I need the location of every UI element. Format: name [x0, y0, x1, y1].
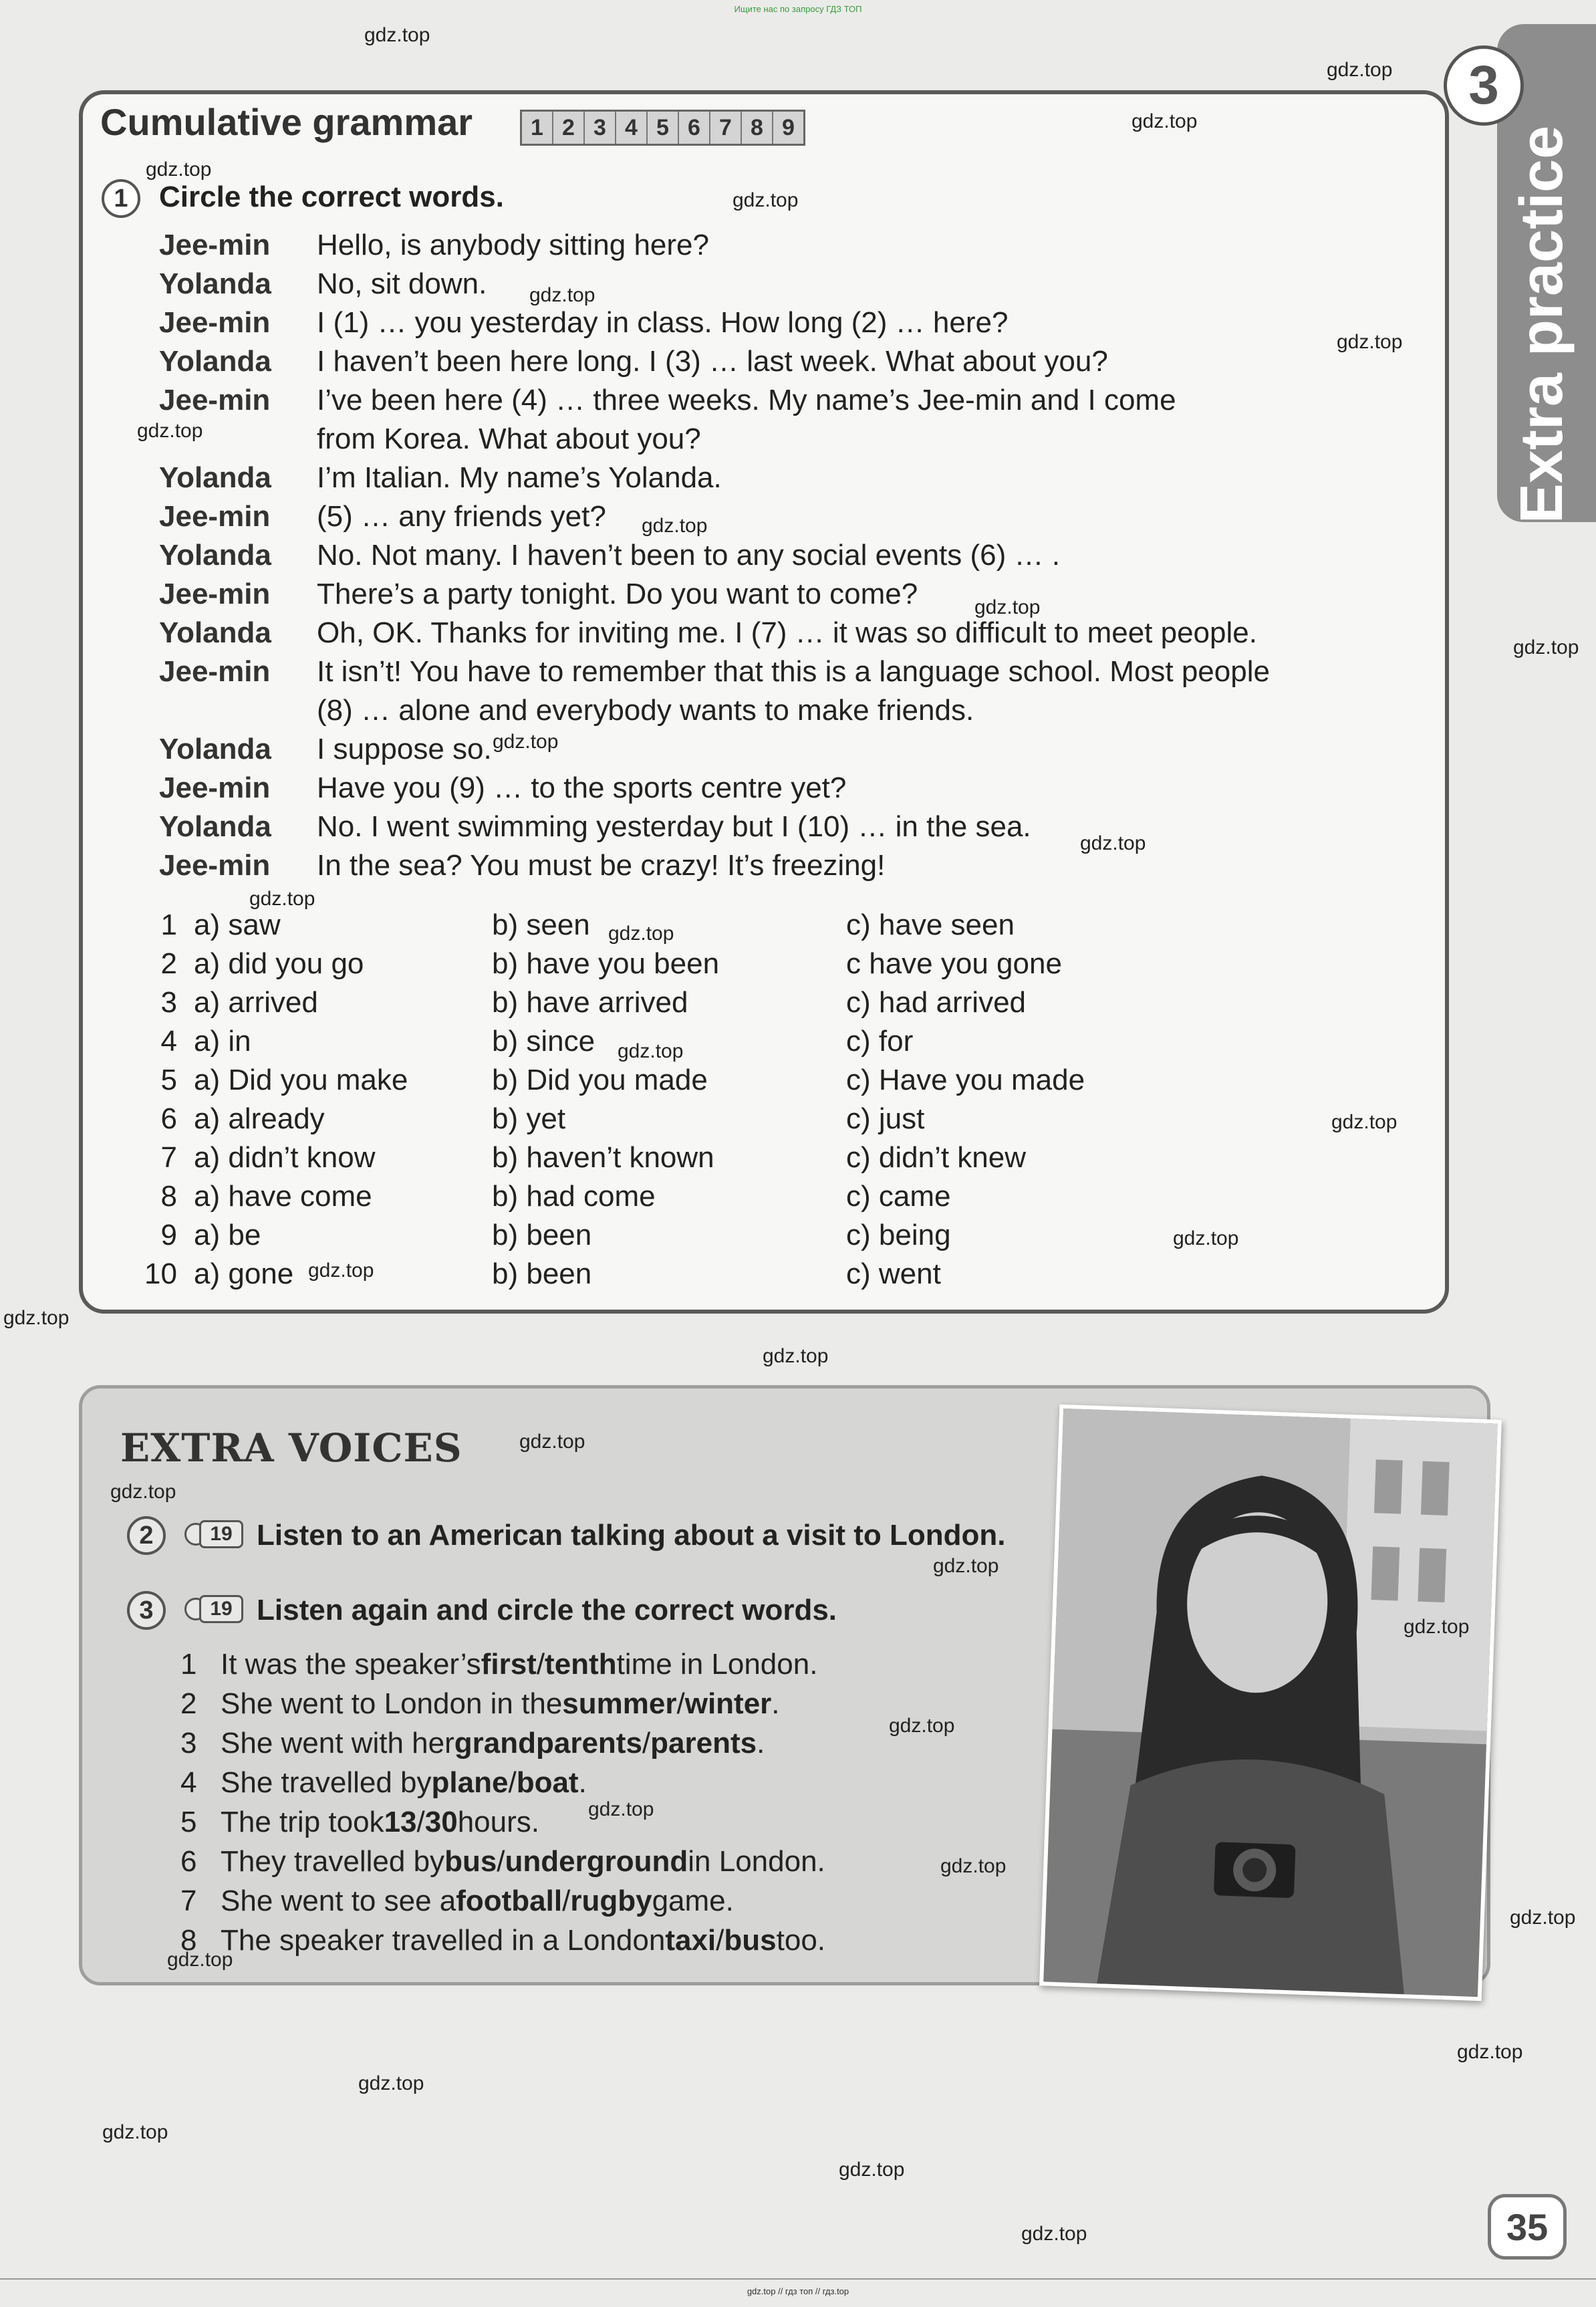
separator: / — [562, 1885, 571, 1917]
watermark: gdz.top — [102, 2121, 168, 2143]
option-b[interactable]: b) seen — [492, 908, 590, 941]
option-b[interactable]: b) been — [492, 1219, 592, 1251]
dialogue-line — [159, 614, 1362, 652]
item-number: 4 — [180, 1766, 197, 1799]
track-number: 19 — [199, 1595, 243, 1623]
text: hours. — [457, 1806, 539, 1838]
text: in London. — [688, 1845, 825, 1878]
section-title: Cumulative grammar — [100, 101, 473, 143]
unit-chip: 1 — [522, 112, 553, 144]
unit-chip: 6 — [679, 112, 710, 144]
unit-chip: 5 — [648, 112, 679, 144]
option-a[interactable]: a) arrived — [194, 986, 318, 1019]
exercise-1-instruction: Circle the correct words. — [159, 180, 504, 213]
speaker-photo — [1039, 1405, 1502, 2001]
text: The trip took — [221, 1806, 384, 1838]
watermark: gdz.top — [1331, 1111, 1398, 1133]
dialogue-line — [159, 769, 1362, 808]
item-number: 5 — [180, 1806, 197, 1838]
text: too. — [776, 1924, 826, 1957]
choice-1[interactable]: summer — [562, 1687, 677, 1720]
watermark: gdz.top — [839, 2159, 905, 2181]
text: time in London. — [616, 1648, 818, 1681]
speaker: Jee-min — [159, 384, 271, 416]
exercise-number-2: 2 — [127, 1516, 166, 1555]
watermark: gdz.top — [1327, 59, 1393, 81]
watermark: gdz.top — [1513, 636, 1579, 658]
unit-number-badge: 3 — [1444, 45, 1524, 126]
speaker: Jee-min — [159, 578, 271, 610]
watermark: gdz.top — [493, 731, 559, 753]
watermark: gdz.top — [618, 1040, 684, 1062]
speaker-photo-illustration — [1043, 1409, 1498, 1997]
watermark: gdz.top — [1080, 832, 1146, 854]
text: She went to see a — [221, 1885, 456, 1917]
line-text: (5) … any friends yet? — [317, 500, 606, 533]
option-c[interactable]: c) being — [846, 1219, 951, 1251]
line-text: (8) … alone and everybody wants to make friends. — [317, 694, 974, 727]
choice-2[interactable]: underground — [505, 1845, 688, 1878]
speaker: Yolanda — [159, 267, 271, 300]
text: It was the speaker’s — [221, 1648, 481, 1681]
watermark: gdz.top — [1173, 1227, 1239, 1249]
watermark: gdz.top — [933, 1555, 999, 1577]
dialogue-line — [159, 730, 1362, 769]
dialogue-line — [159, 265, 1362, 303]
cd-track-icon[interactable] — [184, 1595, 245, 1623]
track-number: 19 — [199, 1520, 243, 1548]
watermark: gdz.top — [763, 1345, 829, 1367]
watermark: gdz.top — [1457, 2041, 1523, 2063]
option-c[interactable]: c) didn’t knew — [846, 1141, 1027, 1174]
watermark: gdz.top — [1404, 1616, 1470, 1638]
separator: / — [497, 1845, 505, 1878]
option-a[interactable]: a) gone — [194, 1257, 294, 1290]
option-c[interactable]: c) had arrived — [846, 986, 1027, 1019]
option-a[interactable]: a) be — [194, 1219, 261, 1251]
exercise-number-3: 3 — [127, 1591, 166, 1630]
listening-item — [180, 1684, 825, 1723]
text: They travelled by — [221, 1845, 445, 1878]
dialogue-line — [159, 226, 1362, 265]
side-tab-label-wrap — [1502, 127, 1583, 521]
option-a[interactable]: a) saw — [194, 908, 281, 941]
text: game. — [652, 1885, 734, 1917]
watermark: gdz.top — [3, 1307, 70, 1329]
item-number: 1 — [160, 908, 177, 941]
watermark: gdz.top — [167, 1949, 233, 1971]
cd-track-icon[interactable] — [184, 1520, 245, 1548]
line-text: I suppose so. — [317, 733, 492, 765]
text: The speaker travelled in a London — [221, 1924, 666, 1957]
option-a[interactable]: a) didn’t know — [194, 1141, 376, 1174]
line-text: Oh, OK. Thanks for inviting me. I (7) … it was so difficult to meet people. — [317, 616, 1257, 649]
listening-item — [180, 1723, 825, 1763]
item-number: 10 — [144, 1257, 177, 1290]
listening-item — [180, 1842, 825, 1881]
dialogue-line — [159, 652, 1362, 691]
choice-2[interactable]: bus — [724, 1924, 777, 1957]
speaker: Yolanda — [159, 345, 271, 378]
watermark: gdz.top — [364, 24, 430, 46]
listening-item — [180, 1881, 825, 1921]
text: . — [578, 1766, 587, 1799]
separator: / — [676, 1687, 685, 1720]
listening-item — [180, 1763, 825, 1802]
line-text: No, sit down. — [317, 267, 487, 300]
separator: / — [642, 1727, 651, 1759]
item-number: 7 — [160, 1141, 177, 1174]
option-b[interactable]: b) since — [492, 1025, 595, 1058]
dialogue-line — [159, 303, 1362, 342]
text: She went with her — [221, 1727, 454, 1759]
speaker — [159, 691, 317, 730]
speaker: Jee-min — [159, 771, 271, 804]
unit-chip: 3 — [585, 112, 616, 144]
item-number: 1 — [180, 1648, 197, 1681]
item-number: 2 — [160, 947, 177, 980]
dialogue-line — [159, 420, 1362, 459]
watermark: gdz.top — [940, 1855, 1007, 1877]
option-a[interactable]: a) already — [194, 1102, 325, 1135]
watermark: gdz.top — [1510, 1907, 1576, 1929]
watermark: gdz.top — [358, 2072, 424, 2094]
exercise-number-1: 1 — [102, 179, 140, 218]
option-c[interactable]: c) have seen — [846, 908, 1015, 941]
option-b[interactable]: b) haven’t known — [492, 1141, 714, 1174]
unit-chip: 8 — [742, 112, 773, 144]
item-number: 5 — [160, 1064, 177, 1096]
option-c[interactable]: c) Have you made — [846, 1064, 1085, 1096]
extra-voices-title: EXTRA VOICES — [120, 1425, 462, 1471]
option-b[interactable]: b) had come — [492, 1180, 656, 1213]
side-tab-label: Extra practice — [1508, 125, 1576, 523]
dialogue-line — [159, 497, 1362, 536]
watermark: gdz.top — [889, 1715, 955, 1737]
item-number: 2 — [180, 1687, 197, 1720]
watermark: gdz.top — [146, 158, 212, 180]
dialogue-line — [159, 808, 1362, 846]
speaker: Yolanda — [159, 810, 271, 843]
unit-chip: 9 — [782, 115, 795, 140]
listening-item — [180, 1802, 825, 1842]
watermark: gdz.top — [519, 1431, 585, 1453]
speaker: Jee-min — [159, 849, 271, 882]
item-number: 9 — [160, 1219, 177, 1251]
option-c[interactable]: c) went — [846, 1257, 941, 1290]
listening-item — [180, 1921, 825, 1960]
page-number: 35 — [1488, 2194, 1567, 2260]
watermark: gdz.top — [588, 1798, 654, 1820]
watermark: gdz.top — [110, 1481, 176, 1503]
watermark: gdz.top — [529, 284, 595, 306]
line-text: from Korea. What about you? — [317, 422, 701, 455]
exercise-3-instruction: Listen again and circle the correct words. — [257, 1594, 837, 1626]
top-banner[interactable]: Ищите нас по запросу ГДЗ ТОП — [734, 4, 862, 14]
text: She went to London in the — [221, 1687, 563, 1720]
listening-items — [180, 1645, 825, 1960]
item-number: 7 — [180, 1885, 197, 1917]
line-text: There’s a party tonight. Do you want to come? — [317, 578, 918, 610]
dialogue-line — [159, 342, 1362, 381]
option-b[interactable]: b) yet — [492, 1102, 566, 1135]
choice-2[interactable]: tenth — [545, 1648, 617, 1681]
option-a[interactable]: a) in — [194, 1025, 251, 1058]
item-number: 4 — [160, 1025, 177, 1058]
item-number: 6 — [180, 1845, 197, 1878]
choice-2[interactable]: rugby — [570, 1885, 652, 1917]
separator: / — [416, 1806, 425, 1838]
watermark: gdz.top — [1132, 110, 1198, 132]
watermark: gdz.top — [642, 515, 708, 537]
line-text: In the sea? You must be crazy! It’s freezing! — [317, 849, 886, 882]
text: She travelled by — [221, 1766, 432, 1799]
line-text: I haven’t been here long. I (3) … last week. What about you? — [317, 345, 1108, 378]
item-number: 8 — [180, 1924, 197, 1957]
option-a[interactable]: a) did you go — [194, 947, 364, 980]
line-text: It isn’t! You have to remember that this is a language school. Most people — [317, 655, 1270, 688]
choice-1[interactable]: 13 — [384, 1806, 417, 1838]
line-text: I (1) … you yesterday in class. How long (2) … here? — [317, 306, 1009, 339]
speaker: Yolanda — [159, 616, 271, 649]
watermark: gdz.top — [249, 888, 315, 910]
choice-1[interactable]: grandparents — [454, 1727, 642, 1759]
option-c[interactable]: c) for — [846, 1025, 914, 1058]
speaker: Yolanda — [159, 539, 271, 572]
option-c[interactable]: c have you gone — [846, 947, 1062, 980]
watermark: gdz.top — [1337, 331, 1403, 353]
watermark: gdz.top — [308, 1259, 374, 1282]
text: . — [757, 1727, 765, 1759]
bottom-banner[interactable]: gdz.top // гдз топ // гдз.top — [747, 2286, 849, 2296]
line-text: No. Not many. I haven’t been to any social events (6) … . — [317, 539, 1060, 572]
watermark: gdz.top — [733, 189, 799, 211]
line-text: I’ve been here (4) … three weeks. My name’s Jee-min and I come — [317, 384, 1176, 416]
separator: / — [508, 1766, 517, 1799]
unit-strip — [520, 110, 805, 146]
dialogue-line — [159, 575, 1362, 614]
line-text: No. I went swimming yesterday but I (10) … in the sea. — [317, 810, 1031, 843]
watermark: gdz.top — [974, 596, 1041, 618]
watermark: gdz.top — [1021, 2223, 1087, 2245]
footer-divider — [0, 2278, 1596, 2280]
speaker: Jee-min — [159, 306, 271, 339]
choice-1[interactable]: first — [481, 1648, 537, 1681]
speaker: Yolanda — [159, 461, 271, 494]
choice-2[interactable]: parents — [650, 1727, 757, 1759]
dialogue — [159, 226, 1362, 885]
line-text: Have you (9) … to the sports centre yet? — [317, 771, 847, 804]
dialogue-line — [159, 691, 1362, 730]
speaker: Jee-min — [159, 655, 271, 688]
choice-1[interactable]: football — [456, 1885, 563, 1917]
dialogue-line — [159, 381, 1362, 420]
dialogue-line — [159, 536, 1362, 575]
item-number: 6 — [160, 1102, 177, 1135]
listening-item — [180, 1645, 825, 1684]
choice-1[interactable]: taxi — [665, 1924, 716, 1957]
text: . — [771, 1687, 780, 1720]
option-b[interactable]: b) Did you made — [492, 1064, 708, 1096]
choice-1[interactable]: bus — [444, 1845, 497, 1878]
separator: / — [716, 1924, 724, 1957]
speaker: Jee-min — [159, 500, 271, 533]
unit-chip: 2 — [553, 112, 585, 144]
choice-2[interactable]: boat — [516, 1766, 579, 1799]
speaker: Yolanda — [159, 733, 271, 765]
item-number: 3 — [160, 986, 177, 1019]
option-a[interactable]: a) Did you make — [194, 1064, 408, 1096]
item-number: 3 — [180, 1727, 197, 1759]
unit-chip: 4 — [616, 112, 648, 144]
choice-2[interactable]: winter — [684, 1687, 772, 1720]
option-a[interactable]: a) have come — [194, 1180, 372, 1213]
line-text: I’m Italian. My name’s Yolanda. — [317, 461, 722, 494]
watermark: gdz.top — [608, 923, 674, 945]
speaker: Jee-min — [159, 229, 271, 261]
item-number: 8 — [160, 1180, 177, 1213]
option-b[interactable]: b) been — [492, 1257, 592, 1290]
separator: / — [536, 1648, 545, 1681]
unit-chip: 7 — [710, 112, 742, 144]
choice-2[interactable]: 30 — [424, 1806, 458, 1838]
option-c[interactable]: c) came — [846, 1180, 951, 1213]
dialogue-line — [159, 459, 1362, 497]
option-c[interactable]: c) just — [846, 1102, 925, 1135]
option-b[interactable]: b) have you been — [492, 947, 720, 980]
exercise-2-instruction: Listen to an American talking about a visit to London. — [257, 1519, 1006, 1552]
watermark: gdz.top — [137, 420, 203, 442]
choice-1[interactable]: plane — [431, 1766, 509, 1799]
option-b[interactable]: b) have arrived — [492, 986, 688, 1019]
line-text: Hello, is anybody sitting here? — [317, 229, 709, 261]
dialogue-line — [159, 846, 1362, 885]
